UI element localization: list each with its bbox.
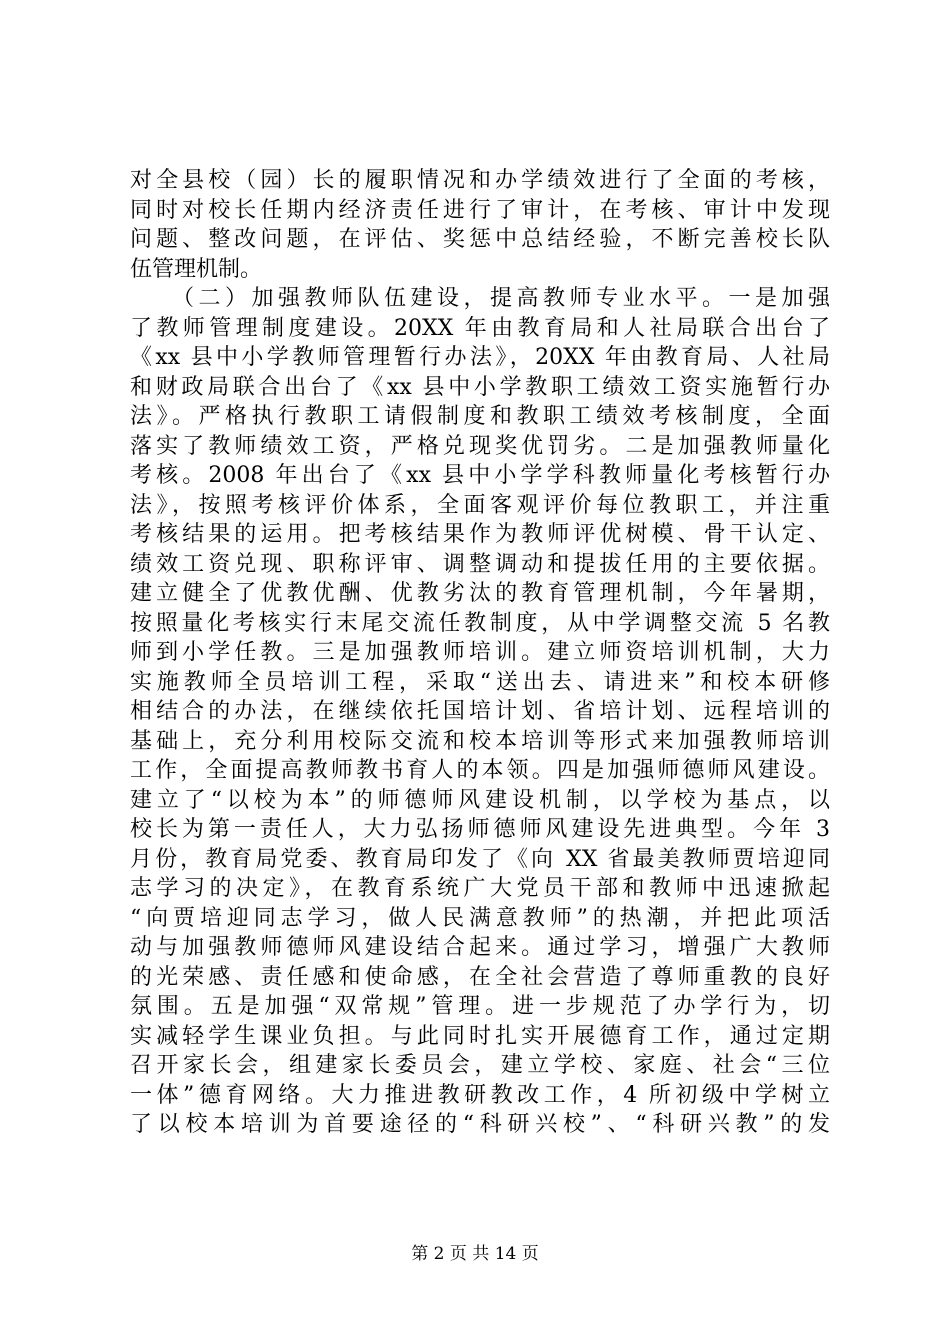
text-line: 按照量化考核实行末尾交流任教制度，从中学调整交流 5 名教 — [130, 610, 830, 636]
text-line: 伍管理机制。 — [130, 256, 263, 282]
text-line: 月份，教育局党委、教育局印发了《向 XX 省最美教师贾培迎同 — [130, 846, 830, 872]
text-line: 建立健全了优教优酬、优教劣汰的教育管理机制，今年暑期， — [130, 581, 830, 606]
body-text — [130, 166, 830, 1140]
text-line: 同时对校长任期内经济责任进行了审计，在考核、审计中发现 — [130, 197, 830, 223]
text-line: 实减轻学生课业负担。与此同时扎实开展德育工作，通过定期 — [130, 1023, 830, 1049]
text-line: 绩效工资兑现、职称评审、调整调动和提拔任用的主要依据。 — [130, 551, 830, 577]
text-line: “向贾培迎同志学习，做人民满意教师”的热潮，并把此项活 — [130, 905, 830, 931]
text-line: 一体”德育网络。大力推进教研教改工作，4 所初级中学树立 — [130, 1082, 830, 1108]
text-line: 和财政局联合出台了《xx 县中小学教职工绩效工资实施暂行办 — [130, 374, 830, 400]
text-line: （二）加强教师队伍建设，提高教师专业水平。一是加强 — [130, 286, 830, 311]
text-line: 志学习的决定》，在教育系统广大党员干部和教师中迅速掀起 — [130, 876, 830, 901]
text-line: 师到小学任教。三是加强教师培训。建立师资培训机制，大力 — [130, 640, 830, 665]
text-line: 法》。严格执行教职工请假制度和教职工绩效考核制度，全面 — [130, 404, 830, 429]
text-line: 了教师管理制度建设。20XX 年由教育局和人社局联合出台了 — [130, 315, 830, 341]
text-line: 动与加强教师德师风建设结合起来。通过学习，增强广大教师 — [130, 935, 830, 960]
text-line: 对全县校（园）长的履职情况和办学绩效进行了全面的考核， — [130, 168, 830, 193]
text-line: 了以校本培训为首要途径的“科研兴校”、“科研兴教”的发 — [130, 1112, 830, 1137]
text-line: 考核。2008 年出台了《xx 县中小学学科教师量化考核暂行办 — [130, 463, 830, 488]
text-line: 实施教师全员培训工程，采取“送出去、请进来”和校本研修 — [130, 669, 830, 695]
text-line: 召开家长会，组建家长委员会，建立学校、家庭、社会“三位 — [130, 1053, 830, 1078]
text-line: 工作，全面提高教师教书育人的本领。四是加强师德师风建设。 — [130, 758, 830, 783]
page-footer: 第 2 页 共 14 页 — [411, 1244, 539, 1264]
text-line: 考核结果的运用。把考核结果作为教师评优树模、骨干认定、 — [130, 522, 830, 547]
text-line: 的光荣感、责任感和使命感，在全社会营造了尊师重教的良好 — [130, 964, 830, 990]
text-line: 问题、整改问题，在评估、奖惩中总结经验，不断完善校长队 — [130, 227, 830, 252]
text-line: 相结合的办法，在继续依托国培计划、省培计划、远程培训的 — [130, 699, 830, 724]
text-line: 建立了“以校为本”的师德师风建设机制，以学校为基点，以 — [130, 787, 830, 813]
text-line: 基础上，充分利用校际交流和校本培训等形式来加强教师培训 — [130, 728, 830, 754]
text-line: 法》，按照考核评价体系，全面客观评价每位教职工，并注重 — [130, 492, 830, 518]
text-line: 氛围。五是加强“双常规”管理。进一步规范了办学行为，切 — [130, 994, 830, 1019]
text-line: 落实了教师绩效工资，严格兑现奖优罚劣。二是加强教师量化 — [130, 433, 830, 459]
text-line: 校长为第一责任人，大力弘扬师德师风建设先进典型。今年 3 — [130, 817, 830, 842]
text-line: 《xx 县中小学教师管理暂行办法》，20XX 年由教育局、人社局 — [130, 345, 830, 370]
